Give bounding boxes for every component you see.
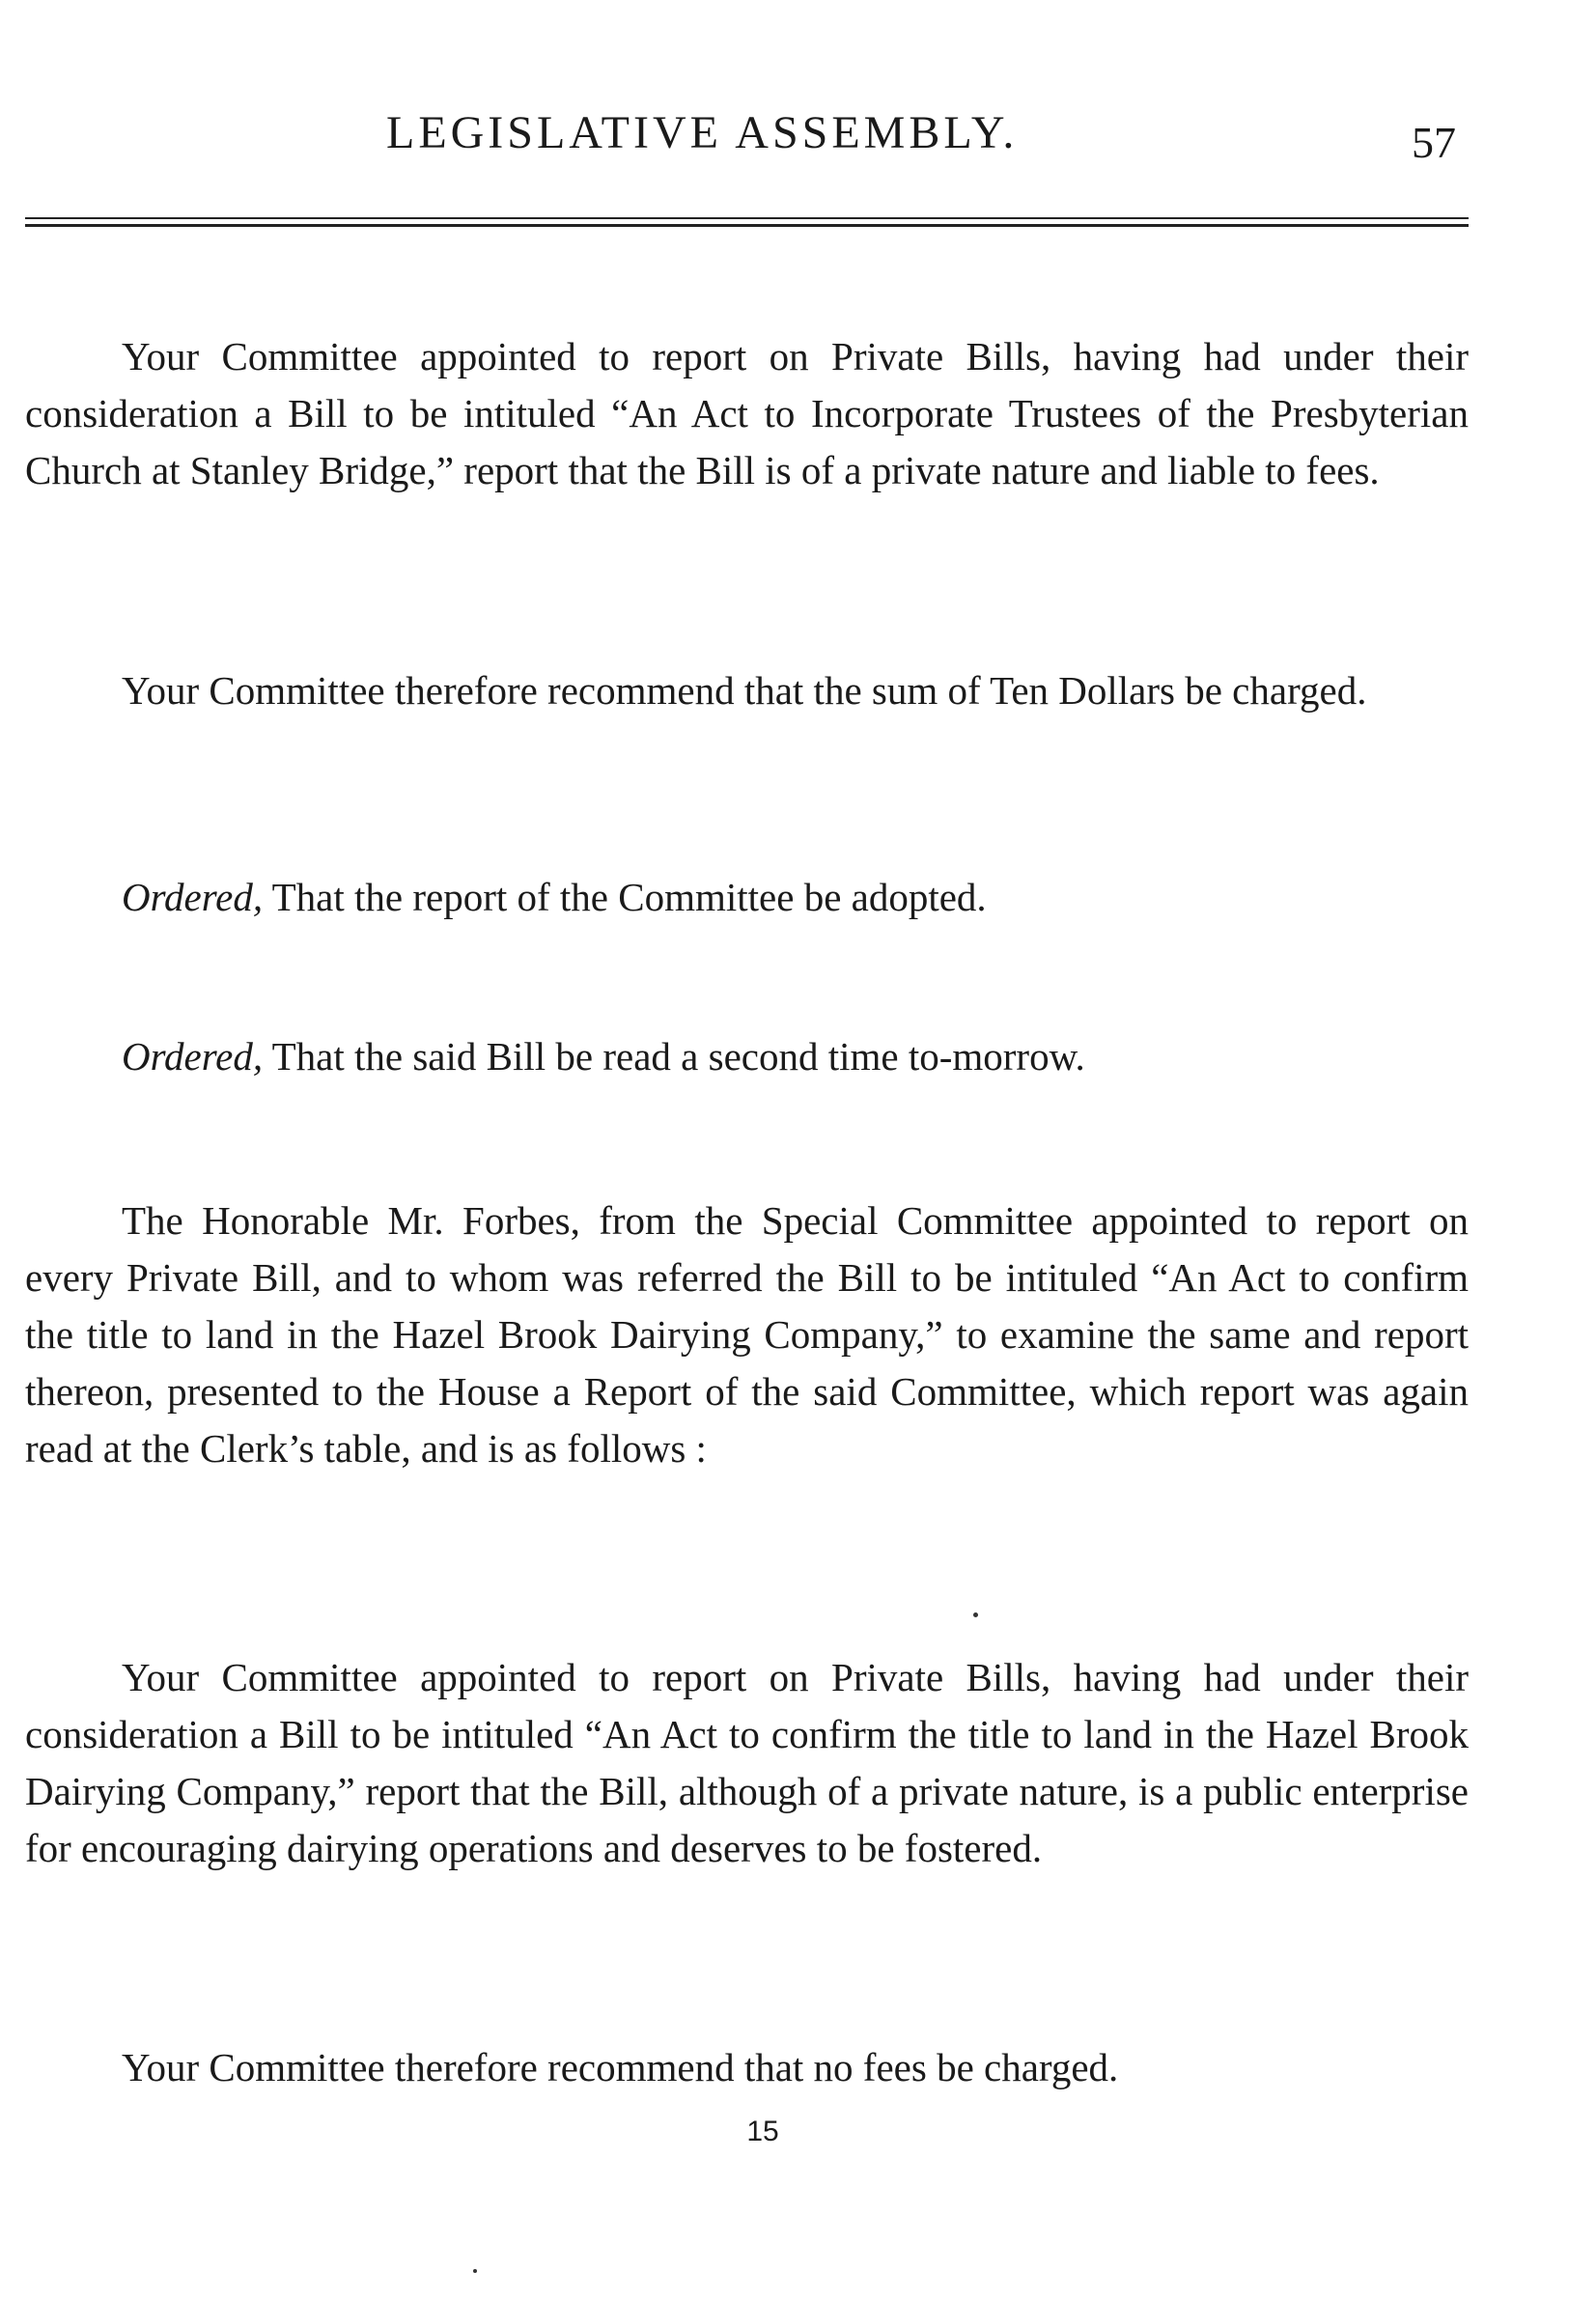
- paragraph-no-fees-recommendation: [25, 2039, 1469, 2096]
- header-rule-thick: [25, 224, 1469, 227]
- paragraph-text: Your Committee therefore recommend that no fees be charged.: [122, 2045, 1119, 2089]
- paragraph-fee-recommendation: [25, 662, 1469, 719]
- paragraph-text: That the report of the Committee be adopted.: [263, 875, 987, 919]
- header-rule-thin: [25, 217, 1469, 219]
- paragraph-text: Your Committee therefore recommend that the sum of Ten Dollars be charged.: [122, 668, 1367, 713]
- ordered-lead: Ordered,: [122, 875, 264, 919]
- paragraph-order-second-reading: [25, 1028, 1469, 1085]
- paragraph-text: The Honorable Mr. Forbes, from the Special Committee appointed to report on every Private Bill, and to whom was referred the Bill to be intituled “An Act to confirm the title to land in the Hazel Brook Dairying Company,” to examine the same and report thereon, presented to the House a Report of the said Committee, which report was again read at the Clerk’s table, and is as follows :: [25, 1198, 1469, 1471]
- paragraph-committee-report-stanley-bridge: [25, 328, 1469, 499]
- page-title: LEGISLATIVE ASSEMBLY.: [386, 107, 1019, 158]
- header-double-rule: [25, 217, 1469, 231]
- paragraph-committee-report-hazel-brook: [25, 1649, 1469, 1877]
- paragraph-text: Your Committee appointed to report on Private Bills, having had under their consideration a Bill to be intituled “An Act to Incorporate Trustees of the Presbyterian Church at Stanley Bridge,” report that the Bill is of a private nature and liable to fees.: [25, 334, 1469, 492]
- print-speck: [973, 1612, 978, 1617]
- ordered-lead: Ordered,: [122, 1034, 264, 1079]
- paragraph-order-report-adopted: [25, 869, 1469, 926]
- page-number: 57: [1412, 118, 1456, 167]
- running-head: [0, 104, 1596, 167]
- paragraph-text: Your Committee appointed to report on Private Bills, having had under their consideration a Bill to be intituled “An Act to confirm the title to land in the Hazel Brook Dairying Company,” report that the Bill, although of a private nature, is a public enterprise for encouraging dairying operations and deserves to be fostered.: [25, 1655, 1469, 1870]
- paragraph-forbes-special-committee: [25, 1192, 1469, 1477]
- signature-mark: 15: [746, 2116, 779, 2147]
- paragraph-text: That the said Bill be read a second time to-morrow.: [263, 1034, 1085, 1079]
- print-speck: [473, 2269, 477, 2273]
